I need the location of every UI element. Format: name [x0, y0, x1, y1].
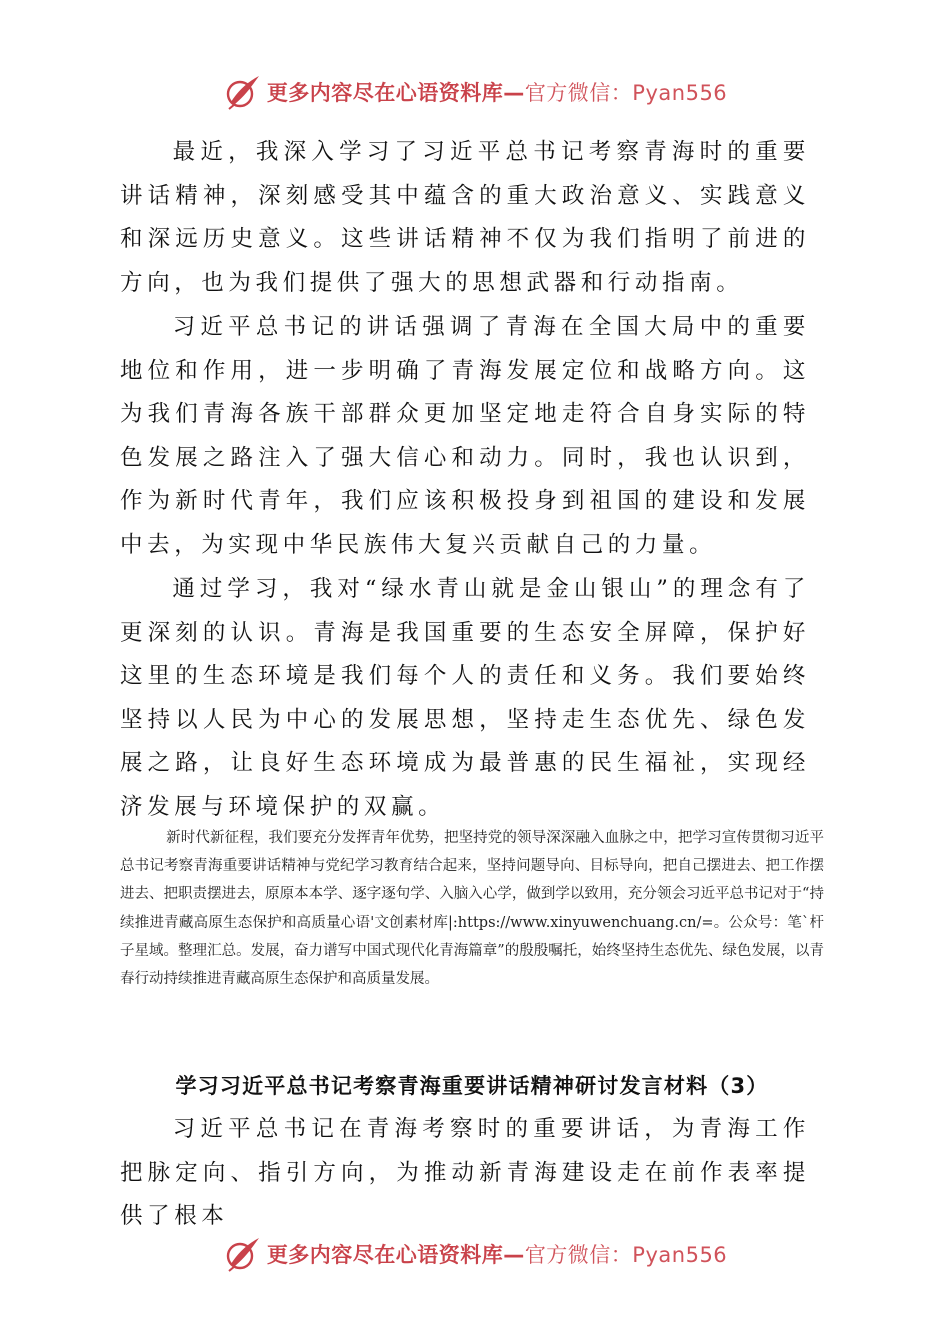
watermark-text: 更多内容尽在心语资料库—官方微信：Pyan556: [266, 1243, 728, 1267]
body-paragraph-2: 习近平总书记的讲话强调了青海在全国大局中的重要地位和作用，进一步明确了青海发展定位和战略方向。这为我们青海各族干部群众更加坚定地走符合自身实际的特色发展之路注入了强大信心和动力。同时，我也认识到，作为新时代青年，我们应该积极投身到祖国的建设和发展中去，为实现中华民族伟大复兴贡献自己的力量。: [120, 314, 810, 558]
body-paragraph-4: 习近平总书记在青海考察时的重要讲话，为青海工作把脉定向、指引方向，为推动新青海建设走在前作表率提供了根本: [120, 1116, 810, 1230]
body-paragraph-3: 通过学习，我对“绿水青山就是金山银山”的理念有了更深刻的认识。青海是我国重要的生态安全屏障，保护好这里的生态环境是我们每个人的责任和义务。我们要始终坚持以人民为中心的发展思想，坚持走生态优先、绿色发展之路，让良好生态环境成为最普惠的民生福祉，实现经济发展与环境保护的双赢。: [120, 576, 810, 820]
header-watermark-banner: [0, 70, 950, 114]
quill-logo-icon: [223, 72, 263, 112]
body-paragraph-1: 最近，我深入学习了习近平总书记考察青海时的重要讲话精神，深刻感受其中蕴含的重大政治意义、实践意义和深远历史意义。这些讲话精神不仅为我们指明了前进的方向，也为我们提供了强大的思想武器和行动指南。: [120, 139, 810, 296]
quill-logo-icon: [223, 1234, 263, 1274]
footer-watermark-banner: [0, 1232, 950, 1276]
small-paragraph: 新时代新征程，我们要充分发挥青年优势，把坚持党的领导深深融入血脉之中，把学习宣传贯彻习近平总书记考察青海重要讲话精神与党纪学习教育结合起来，坚持问题导向、目标导向，把自己摆进去、把工作摆进去、把职责摆进去，原原本本学、逐字逐句学、入脑入心学，做到学以致用，充分领会习近平总书记对于“持续推进青藏高原生态保护和高质量心语'文创素材库|:https://www.xinyuwenchuang.cn/=。公众号：笔`杆子星域。整理汇总。发展，奋力谱写中国式现代化青海篇章”的殷殷嘱托，始终坚持生态优先、绿色发展，以青春行动持续推进青藏高原生态保护和高质量发展。: [120, 830, 824, 988]
section-heading: 学习习近平总书记考察青海重要讲话精神研讨发言材料（3）: [175, 1074, 769, 1098]
watermark-text: 更多内容尽在心语资料库—官方微信：Pyan556: [266, 81, 728, 105]
